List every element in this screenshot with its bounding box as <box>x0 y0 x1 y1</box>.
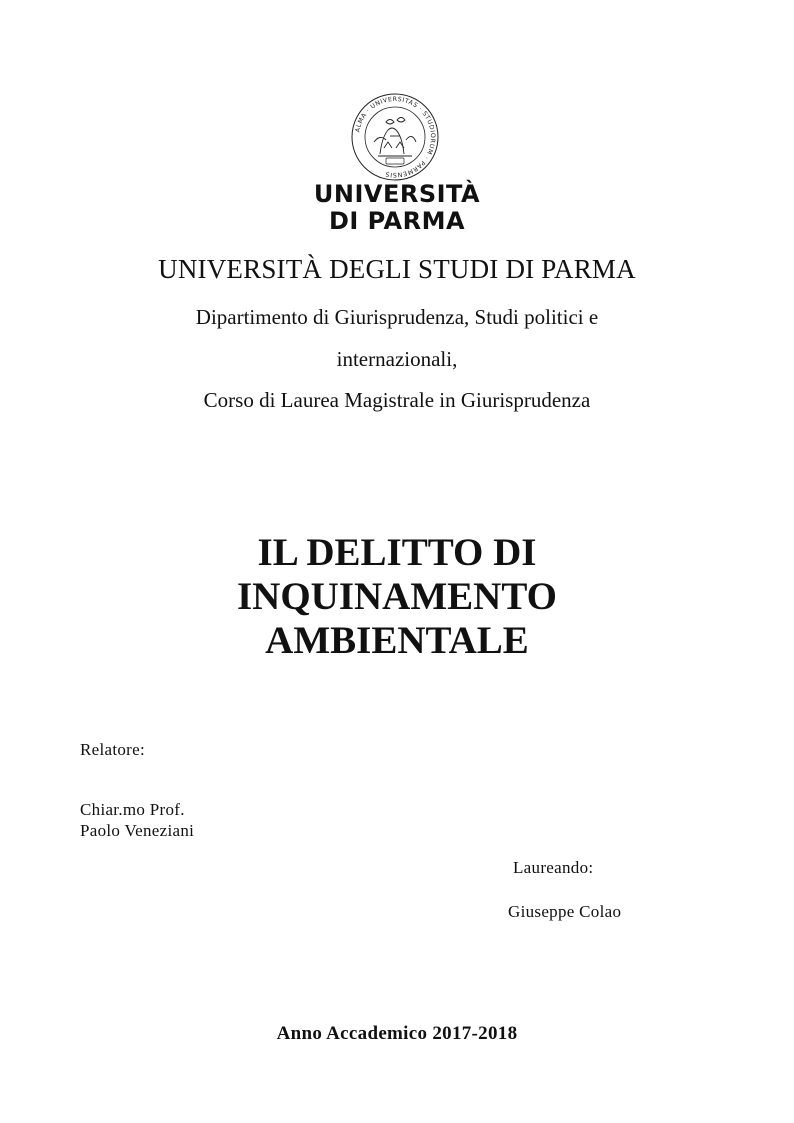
seal-text: ALMA · UNIVERSITAS · STUDIORUM · PARMENSIS <box>354 95 437 179</box>
logo-wordmark-line1: UNIVERSITÀ <box>313 180 481 208</box>
thesis-title-line3: AMBIENTALE <box>265 619 529 662</box>
department-line2: internazionali, <box>336 347 458 371</box>
course-name: Corso di Laurea Magistrale in Giurisprudenza <box>203 388 591 412</box>
thesis-title-line1: IL DELITTO DI <box>257 531 537 574</box>
university-name: UNIVERSITÀ DEGLI STUDI DI PARMA <box>158 254 636 284</box>
department-line1: Dipartimento di Giurisprudenza, Studi politici e <box>195 305 599 329</box>
relatore-title: Chiar.mo Prof. <box>80 800 185 819</box>
relatore-name: Paolo Veneziani <box>80 821 195 840</box>
thesis-title <box>0 531 794 663</box>
laureando-label: Laureando: <box>513 858 594 877</box>
svg-text:ALMA · UNIVERSITAS · STUDIORUM <box>354 96 436 178</box>
academic-year: Anno Accademico 2017-2018 <box>276 1023 518 1044</box>
university-seal-icon <box>350 92 440 182</box>
relatore-label: Relatore: <box>80 740 146 759</box>
thesis-title-line2: INQUINAMENTO <box>237 575 557 618</box>
logo-wordmark-line2: DI PARMA <box>328 207 466 235</box>
laureando-name: Giuseppe Colao <box>508 902 622 921</box>
